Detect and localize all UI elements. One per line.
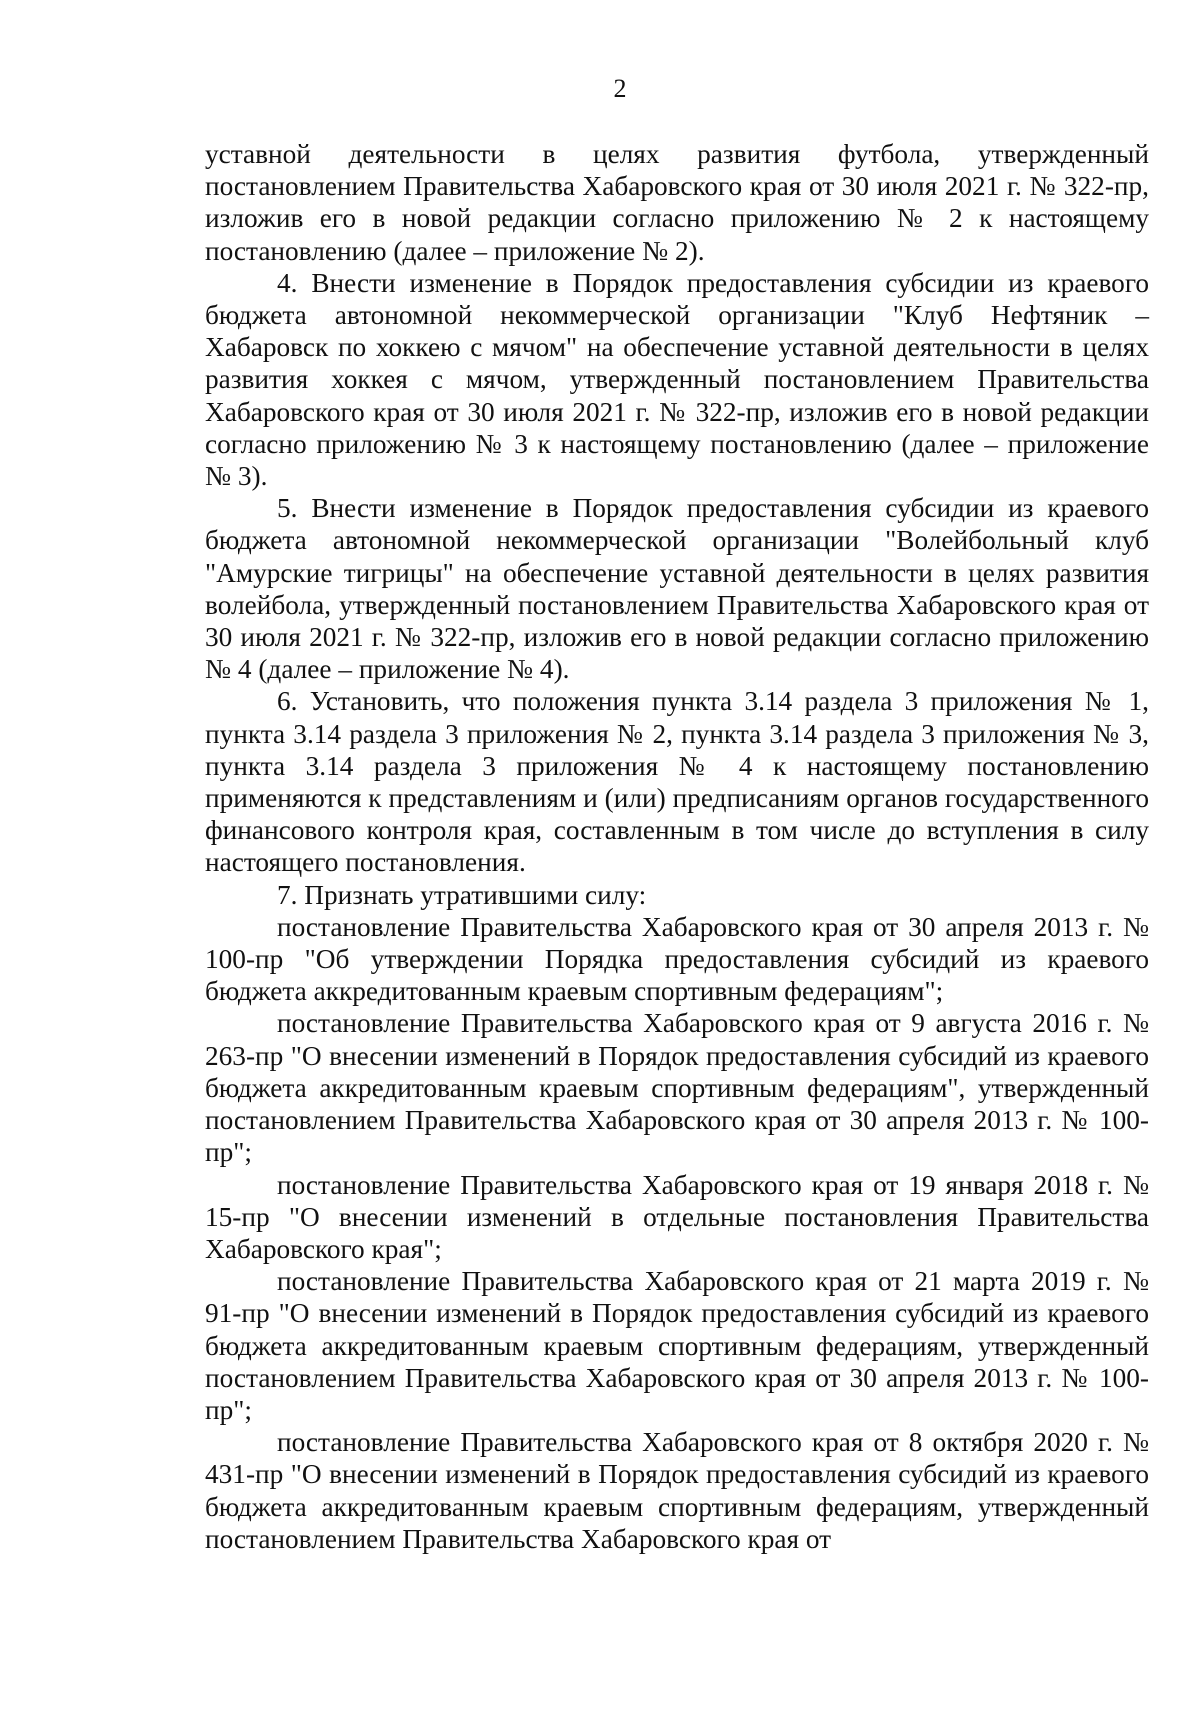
paragraph-item-6: 6. Установить, что положения пункта 3.14 раздела 3 приложения № 1, пункта 3.14 раздела 3 приложения № 2, пункта 3.14 раздела 3 приложения № 3, пункта 3.14 раздела 3 приложения № 4 к настоящему постановлению применяются к представлениям и (или) предписаниям органов государственного финансового контроля края, составленным в том числе до вступления в силу настоящего постановления. [205,686,1149,878]
paragraph-item-7: 7. Признать утратившими силу: [277,879,647,910]
repealed-act-5: постановление Правительства Хабаровского края от 8 октября 2020 г. № 431-пр "О внесении изменений в Порядок предоставления субсидий из краевого бюджета аккредитованным краевым спортивным федерациям, утвержденный постановлением Правительства Хабаровского края от [205,1427,1149,1554]
page-number: 2 [613,74,627,103]
repealed-act-1: постановление Правительства Хабаровского края от 30 апреля 2013 г. № 100-пр "Об утверждении Порядка предоставления субсидий из краевого бюджета аккредитованным краевым спортивным федерациям"; [205,911,1149,1007]
paragraph-continuation: уставной деятельности в целях развития футбола, утвержденный постановлением Правительства Хабаровского края от 30 июля 2021 г. № 322-пр, изложив его в новой редакции согласно приложению № 2 к настоящему постановлению (далее – приложение № 2). [205,139,1149,266]
paragraph-item-4: 4. Внести изменение в Порядок предоставления субсидии из краевого бюджета автономной некоммерческой организации "Клуб Нефтяник – Хабаровск по хоккею с мячом" на обеспечение уставной деятельности в целях развития хоккея с мячом, утвержденный постановлением Правительства Хабаровского края от 30 июля 2021 г. № 322-пр, изложив его в новой редакции согласно приложению № 3 к настоящему постановлению (далее – приложение № 3). [205,267,1149,492]
repealed-act-4: постановление Правительства Хабаровского края от 21 марта 2019 г. № 91-пр "О внесении изменений в Порядок предоставления субсидий из краевого бюджета аккредитованным краевым спортивным федерациям, утвержденный постановлением Правительства Хабаровского края от 30 апреля 2013 г. № 100-пр"; [205,1266,1149,1425]
document-body [205,138,1149,1555]
repealed-act-2: постановление Правительства Хабаровского края от 9 августа 2016 г. № 263-пр "О внесении изменений в Порядок предоставления субсидий из краевого бюджета аккредитованным краевым спортивным федерациям", утвержденный постановлением Правительства Хабаровского края от 30 апреля 2013 г. № 100-пр"; [205,1008,1149,1168]
repealed-act-3: постановление Правительства Хабаровского края от 19 января 2018 г. № 15-пр "О внесении изменений в отдельные постановления Правительства Хабаровского края"; [205,1169,1149,1264]
paragraph-item-5: 5. Внести изменение в Порядок предоставления субсидии из краевого бюджета автономной некоммерческой организации "Волейбольный клуб "Амурские тигрицы" на обеспечение уставной деятельности в целях развития волейбола, утвержденный постановлением Правительства Хабаровского края от 30 июля 2021 г. № 322-пр, изложив его в новой редакции согласно приложению № 4 (далее – приложение № 4). [205,493,1149,685]
